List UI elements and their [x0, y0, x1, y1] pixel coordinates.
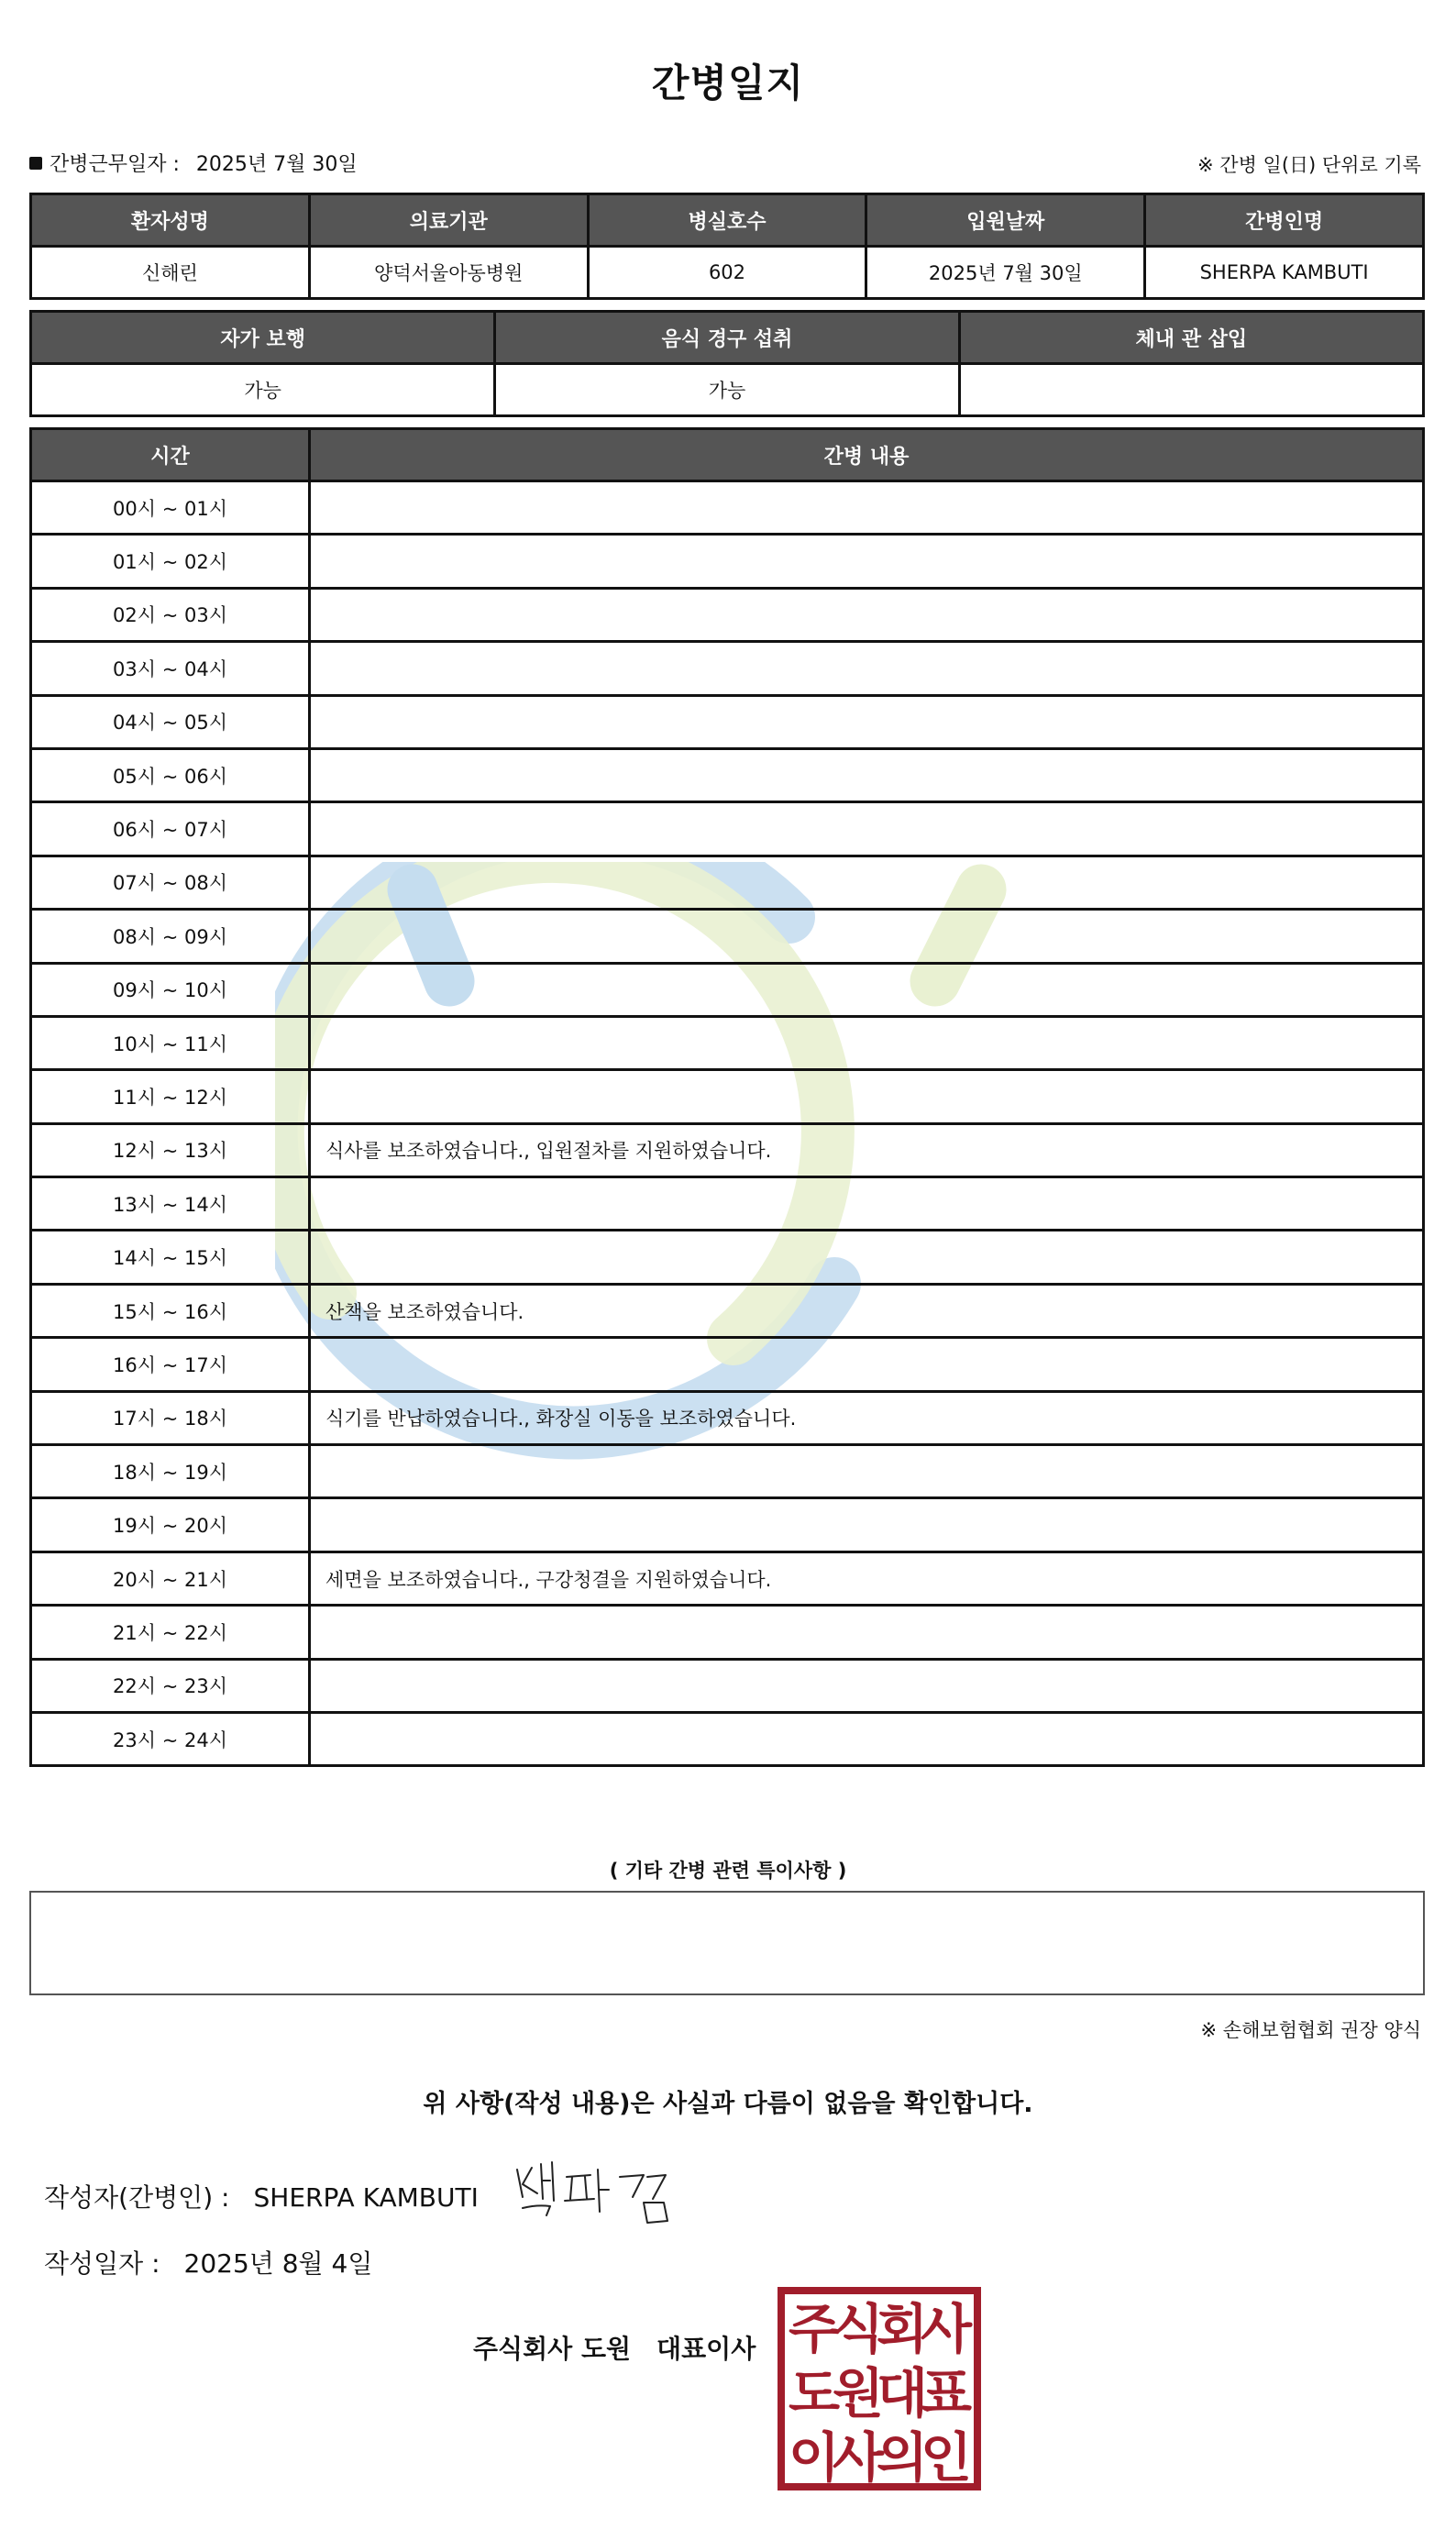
- svg-text:도: 도: [788, 2362, 841, 2424]
- log-content: [310, 1445, 1424, 1498]
- log-row: [31, 481, 1424, 535]
- tube-insertion-value: [959, 364, 1423, 416]
- svg-text:표: 표: [920, 2362, 973, 2424]
- log-content: 세면을 보조하였습니다., 구강청결을 지원하였습니다.: [310, 1552, 1424, 1605]
- log-time: 00시 ~ 01시: [31, 481, 310, 535]
- log-time: 10시 ~ 11시: [31, 1016, 310, 1069]
- log-time: 23시 ~ 24시: [31, 1712, 310, 1765]
- log-row: [31, 910, 1424, 963]
- log-time: 03시 ~ 04시: [31, 642, 310, 695]
- log-row: [31, 1498, 1424, 1552]
- header-patient-name: 환자성명: [31, 194, 310, 247]
- log-row: [31, 1123, 1424, 1176]
- svg-text:인: 인: [920, 2426, 973, 2489]
- svg-text:원: 원: [832, 2362, 885, 2424]
- patient-info-table: [29, 193, 1425, 300]
- log-row: [31, 1177, 1424, 1231]
- log-content: [310, 1498, 1424, 1552]
- write-date-label: 작성일자 :: [44, 2248, 160, 2279]
- log-time: 08시 ~ 09시: [31, 910, 310, 963]
- self-walking-value: 가능: [31, 364, 495, 416]
- log-time: 11시 ~ 12시: [31, 1070, 310, 1123]
- page-title: 간병일지: [651, 61, 805, 105]
- company-signoff: [473, 2329, 756, 2366]
- log-row: [31, 1016, 1424, 1069]
- log-time: 06시 ~ 07시: [31, 802, 310, 856]
- header-self-walking: 자가 보행: [31, 312, 495, 364]
- svg-text:사: 사: [832, 2426, 885, 2489]
- log-row: [31, 1712, 1424, 1765]
- square-bullet-icon: [29, 157, 42, 170]
- header-hospital: 의료기관: [309, 194, 588, 247]
- log-content: 식사를 보조하였습니다., 입원절차를 지원하였습니다.: [310, 1123, 1424, 1176]
- log-row: [31, 1659, 1424, 1712]
- log-content: [310, 1606, 1424, 1659]
- special-notes-box: [29, 1891, 1425, 1995]
- svg-text:이: 이: [788, 2426, 841, 2489]
- patient-status-table: [29, 310, 1425, 417]
- log-row: [31, 1284, 1424, 1337]
- work-date-value: 2025년 7월 30일: [195, 153, 358, 176]
- log-content: [310, 963, 1424, 1016]
- writer-name: SHERPA KAMBUTI: [253, 2182, 479, 2213]
- header-oral-intake: 음식 경구 섭취: [495, 312, 959, 364]
- writer-label: 작성자(간병인) :: [44, 2182, 230, 2213]
- log-content: 식기를 반납하였습니다., 화장실 이동을 보조하였습니다.: [310, 1391, 1424, 1444]
- log-time: 15시 ~ 16시: [31, 1284, 310, 1337]
- log-time: 13시 ~ 14시: [31, 1177, 310, 1231]
- log-content: [310, 1712, 1424, 1765]
- header-room-number: 병실호수: [588, 194, 866, 247]
- log-row: [31, 963, 1424, 1016]
- log-row: [31, 1445, 1424, 1498]
- log-row: [31, 642, 1424, 695]
- write-date-row: [44, 2244, 372, 2280]
- log-row: [31, 856, 1424, 909]
- log-row: [31, 1606, 1424, 1659]
- log-row: [31, 802, 1424, 856]
- svg-text:대: 대: [876, 2362, 929, 2424]
- header-tube-insertion: 체내 관 삽입: [959, 312, 1423, 364]
- log-time: 09시 ~ 10시: [31, 963, 310, 1016]
- log-time: 19시 ~ 20시: [31, 1498, 310, 1552]
- log-time: 22시 ~ 23시: [31, 1659, 310, 1712]
- log-content: [310, 481, 1424, 535]
- room-number: 602: [588, 247, 866, 299]
- care-log-table: [29, 427, 1425, 1767]
- log-content: 산책을 보조하였습니다.: [310, 1284, 1424, 1337]
- svg-text:회: 회: [876, 2298, 929, 2360]
- log-content: [310, 748, 1424, 801]
- svg-text:식: 식: [832, 2298, 885, 2360]
- writer-row: [44, 2178, 479, 2214]
- svg-text:주: 주: [788, 2298, 841, 2360]
- header-time: 시간: [31, 429, 310, 481]
- log-content: [310, 802, 1424, 856]
- log-content: [310, 1659, 1424, 1712]
- log-content: [310, 642, 1424, 695]
- log-content: [310, 1016, 1424, 1069]
- header-care-content: 간병 내용: [310, 429, 1424, 481]
- log-row: [31, 588, 1424, 641]
- hospital-name: 양덕서울아동병원: [309, 247, 588, 299]
- log-content: [310, 695, 1424, 748]
- work-date-label: 간병근무일자 :: [50, 153, 180, 176]
- svg-text:의: 의: [876, 2426, 929, 2489]
- caregiver-name: SHERPA KAMBUTI: [1145, 247, 1424, 299]
- log-row: [31, 1231, 1424, 1284]
- log-row: [31, 1070, 1424, 1123]
- write-date-value: 2025년 8월 4일: [183, 2248, 373, 2279]
- handwritten-signature: [510, 2157, 675, 2230]
- company-name: 주식회사 도원: [473, 2334, 632, 2364]
- log-time: 17시 ~ 18시: [31, 1391, 310, 1444]
- patient-name: 신해린: [31, 247, 310, 299]
- log-content: [310, 856, 1424, 909]
- log-content: [310, 588, 1424, 641]
- log-row: [31, 535, 1424, 588]
- company-seal-stamp: [778, 2287, 981, 2490]
- oral-intake-value: 가능: [495, 364, 959, 416]
- work-date-row: [29, 149, 358, 177]
- special-notes-title: ( 기타 간병 관련 특이사항 ): [609, 1860, 847, 1882]
- log-row: [31, 748, 1424, 801]
- log-time: 04시 ~ 05시: [31, 695, 310, 748]
- log-time: 20시 ~ 21시: [31, 1552, 310, 1605]
- log-time: 18시 ~ 19시: [31, 1445, 310, 1498]
- log-row: [31, 1338, 1424, 1391]
- log-row: [31, 695, 1424, 748]
- log-time: 05시 ~ 06시: [31, 748, 310, 801]
- log-time: 01시 ~ 02시: [31, 535, 310, 588]
- svg-text:사: 사: [920, 2298, 973, 2360]
- record-unit-note: ※ 간병 일(日) 단위로 기록: [1197, 154, 1421, 176]
- log-content: [310, 1231, 1424, 1284]
- log-row: [31, 1391, 1424, 1444]
- log-content: [310, 1070, 1424, 1123]
- representative-title: 대표이사: [656, 2334, 756, 2364]
- log-time: 14시 ~ 15시: [31, 1231, 310, 1284]
- form-source-note: ※ 손해보험협회 권장 양식: [1200, 2019, 1421, 2041]
- header-admission-date: 입원날짜: [866, 194, 1145, 247]
- log-time: 16시 ~ 17시: [31, 1338, 310, 1391]
- log-content: [310, 535, 1424, 588]
- log-content: [310, 910, 1424, 963]
- log-time: 02시 ~ 03시: [31, 588, 310, 641]
- admission-date: 2025년 7월 30일: [866, 247, 1145, 299]
- header-caregiver-name: 간병인명: [1145, 194, 1424, 247]
- log-time: 21시 ~ 22시: [31, 1606, 310, 1659]
- log-time: 12시 ~ 13시: [31, 1123, 310, 1176]
- log-time: 07시 ~ 08시: [31, 856, 310, 909]
- log-row: [31, 1552, 1424, 1605]
- confirmation-statement: 위 사항(작성 내용)은 사실과 다름이 없음을 확인합니다.: [423, 2090, 1033, 2118]
- log-content: [310, 1338, 1424, 1391]
- log-content: [310, 1177, 1424, 1231]
